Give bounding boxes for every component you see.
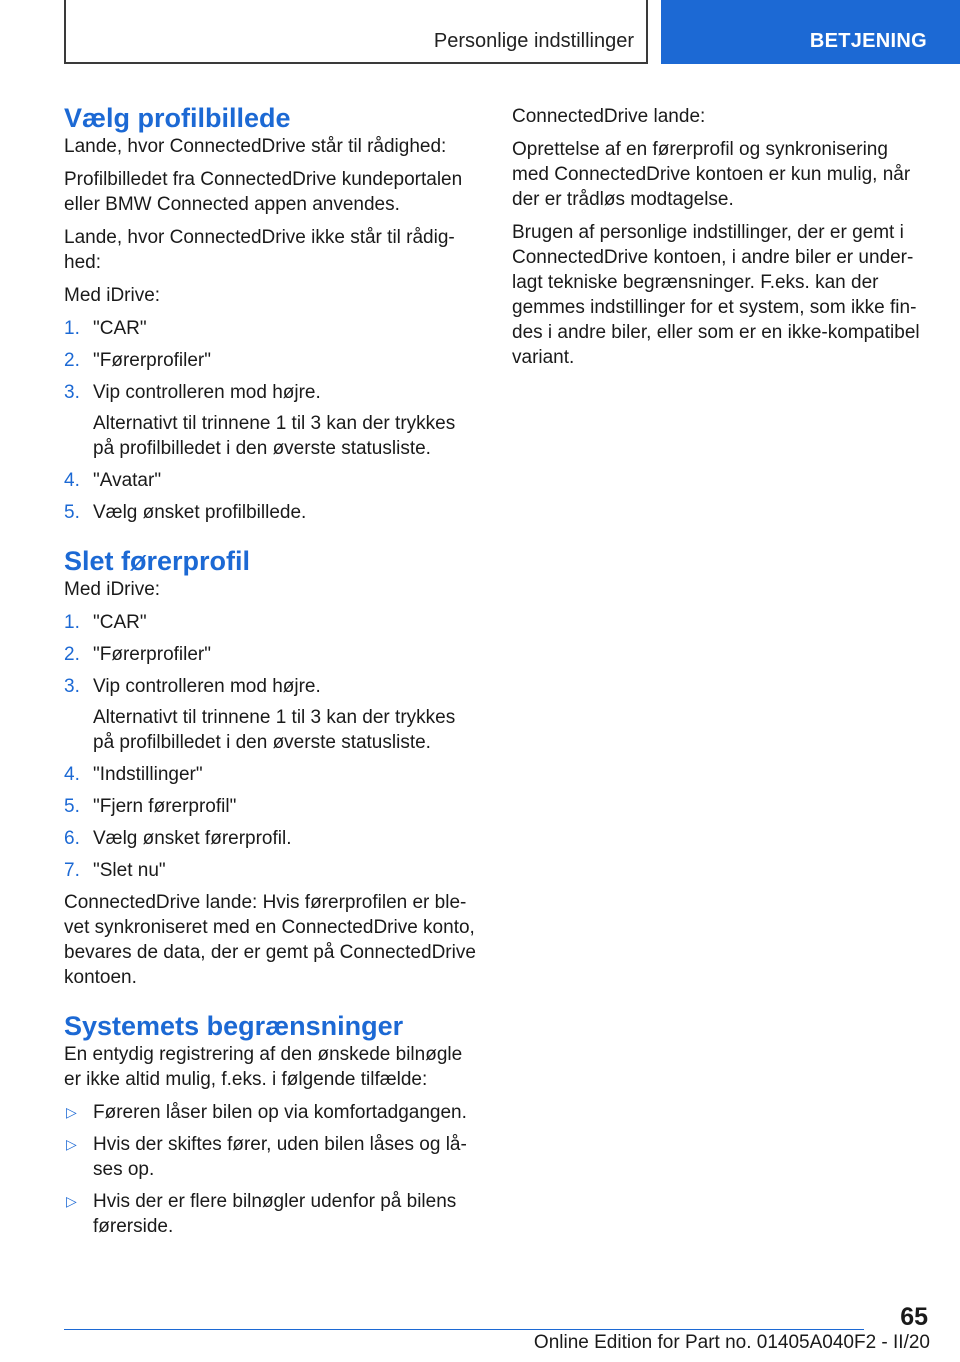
step-number: 2. [64,644,80,665]
triangle-bullet-icon: ▷ [66,1136,77,1152]
paragraph: ConnectedDrive lande: [512,106,706,127]
header-chapter-box [64,0,648,64]
bullet-text: Føreren låser bilen op via komfortadgangen. [93,1102,467,1123]
step-text: "Førerprofiler" [93,644,211,665]
step-text: "Slet nu" [93,860,166,881]
heading-choose-profile-picture: Vælg profilbillede [64,103,291,133]
step-text: "Avatar" [93,470,162,491]
step-text: "Fjern førerprofil" [93,796,237,817]
paragraph: ConnectedDrive lande: Hvis førerprofilen er blevet synkroniseret med en ConnectedDrive konto, bevares de data, der er gemt på ConnectedDrive kontoen. [64,892,476,988]
step-number: 5. [64,796,80,817]
list-item [64,348,478,373]
paragraph: Lande, hvor ConnectedDrive ikke står til rådighed: [64,227,455,273]
list-item [64,468,478,493]
step-number: 1. [64,612,80,633]
header-section-tab [661,0,960,64]
step-text: Vælg ønsket førerprofil. [93,828,292,849]
list-item [64,762,478,787]
steps-list-delete-profile [64,610,478,883]
list-item [64,642,478,667]
paragraph: En entydig registrering af den ønskede bilnøgle er ikke altid mulig, f.eks. i følgende tilfælde: [64,1044,463,1090]
paragraph: Profilbilledet fra ConnectedDrive kundeportalen eller BMW Connected appen anvendes. [64,169,463,215]
list-item [64,380,478,461]
step-number: 3. [64,676,80,697]
step-text: "Indstillinger" [93,764,203,785]
bullet-list-limitations [64,1100,478,1239]
list-item [64,794,478,819]
list-item [64,610,478,635]
list-item [64,316,478,341]
step-text: Vip controlleren mod højre. [93,382,321,403]
bullet-text: Hvis der skiftes fører, uden bilen låses og låses op. [93,1134,467,1180]
paragraph: Med iDrive: [64,579,161,600]
paragraph: Lande, hvor ConnectedDrive står til rådighed: [64,136,447,157]
section-label: BETJENING [809,30,927,52]
step-number: 5. [64,502,80,523]
step-text: "CAR" [93,612,147,633]
step-text: Vælg ønsket profilbillede. [93,502,307,523]
step-number: 7. [64,860,80,881]
steps-list-profile-picture [64,316,478,525]
left-column [64,102,478,1246]
list-item [64,674,478,755]
list-item [64,1100,478,1125]
page-number: 65 [900,1303,928,1331]
step-text: "Førerprofiler" [93,350,211,371]
step-number: 6. [64,828,80,849]
list-item [64,826,478,851]
step-number: 2. [64,350,80,371]
footer-edition: Online Edition for Part no. 01405A040F2 - II/20 [533,1332,930,1353]
list-item [64,1189,478,1239]
right-column [512,104,926,378]
step-number: 3. [64,382,80,403]
paragraph: Med iDrive: [64,285,161,306]
step-number: 4. [64,764,80,785]
list-item [64,1132,478,1182]
step-number: 4. [64,470,80,491]
chapter-title: Personlige indstillinger [433,30,634,52]
footer-divider [64,1329,864,1330]
triangle-bullet-icon: ▷ [66,1193,77,1209]
heading-system-limitations: Systemets begrænsninger [64,1011,404,1041]
paragraph: Brugen af personlige indstillinger, der er gemt i ConnectedDrive kontoen, i andre biler er underlagt tekniske begrænsninger. F.eks. kan der gemmes indstillinger for et system, som ikke findes i andre biler, eller som er en ikke-kompatibel variant. [512,222,920,368]
heading-delete-driver-profile: Slet førerprofil [64,546,251,576]
step-text: Vip controlleren mod højre. [93,676,321,697]
step-number: 1. [64,318,80,339]
step-note: Alternativt til trinnene 1 til 3 kan der trykkes på profilbilledet i den øverste statusliste. [93,707,456,753]
paragraph: Oprettelse af en førerprofil og synkronisering med ConnectedDrive kontoen er kun mulig, når der er trådløs modtagelse. [512,139,911,210]
bullet-text: Hvis der er flere bilnøgler udenfor på bilens førerside. [93,1191,457,1237]
triangle-bullet-icon: ▷ [66,1104,77,1120]
step-text: "CAR" [93,318,147,339]
step-note: Alternativt til trinnene 1 til 3 kan der trykkes på profilbilledet i den øverste statusliste. [93,413,456,459]
list-item [64,858,478,883]
list-item [64,500,478,525]
